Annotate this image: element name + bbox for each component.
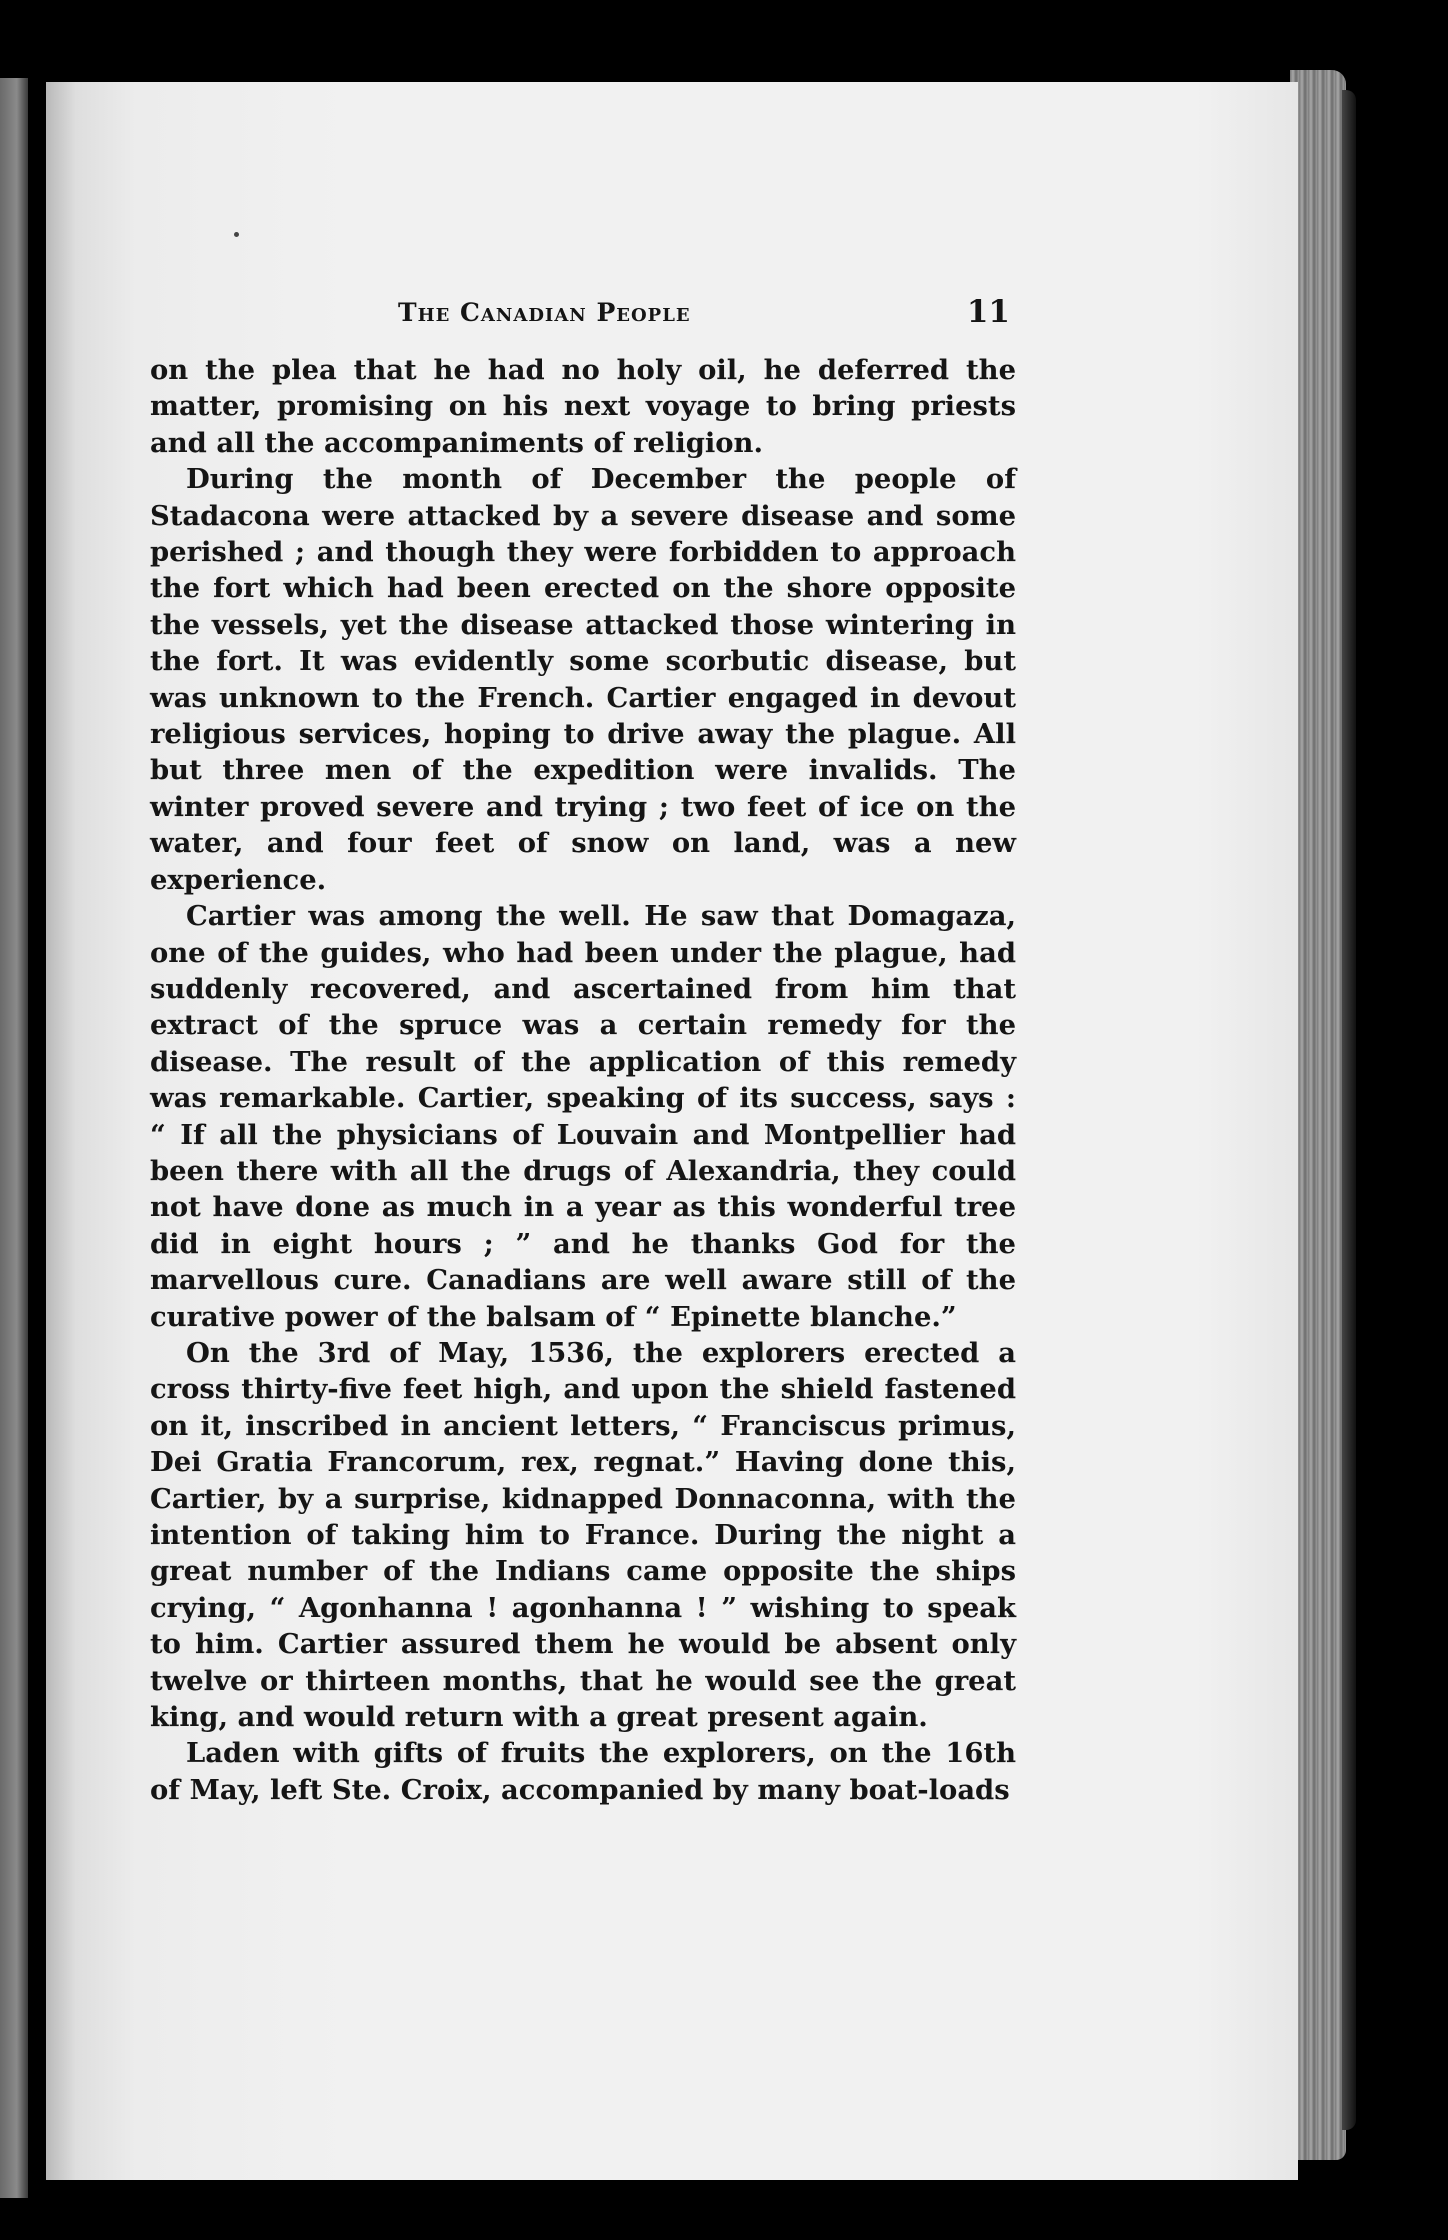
paragraph-1: on the plea that he had no holy oil, he deferred the matter, promising on his next voyage to bring priests and all the accompaniments of religion. [150,354,1016,459]
running-head-title: The Canadian People [398,298,691,327]
facing-page-edge [0,78,28,2198]
page-number: 11 [966,294,1010,330]
running-head [150,294,1016,346]
book-fore-edge [1290,70,1346,2160]
paragraph-5: Laden with gifts of fruits the explorers, on the 16th of May, left Ste. Croix, accompanied by many boat-loads [150,1737,1016,1806]
paragraph-2: During the month of December the people of Stadacona were attacked by a severe disease and some perished ; and though they were forbidden to approach the fort which had been erected on the shore opposite the vessels, yet the disease attacked those wintering in the fort. It was evidently some scorbutic disease, but was unknown to the French. Cartier engaged in devout religious services, hoping to drive away the plague. All but three men of the expedition were invalids. The winter proved severe and trying ; two feet of ice on the water, and four feet of snow on land, was a new experience. [150,463,1016,896]
body-text [150,352,1016,1808]
paragraph-4: On the 3rd of May, 1536, the explorers erected a cross thirty-five feet high, and upon the shield fastened on it, inscribed in ancient letters, “ Franciscus primus, Dei Gratia Francorum, rex, regnat.” Having done this, Cartier, by a surprise, kidnapped Donnaconna, with the intention of taking him to France. During the night a great number of the Indians came opposite the ships crying, “ Agonhanna ! agonhanna ! ” wishing to speak to him. Cartier assured them he would be absent only twelve or thirteen months, that he would see the great king, and would return with a great present again. [150,1336,1016,1734]
paragraph-3: Cartier was among the well. He saw that Domagaza, one of the guides, who had been under the plague, had suddenly recovered, and ascertained from him that extract of the spruce was a certain remedy for the disease. The result of the application of this remedy was remarkable. Cartier, speaking of its success, says : “ If all the physicians of Louvain and Montpellier had been there with all the drugs of Alexandria, they could not have done as much in a year as this wonderful tree did in eight hours ; ” and he thanks God for the marvellous cure. Canadians are well aware still of the curative power of the balsam of “ Epinette blanche.” [150,900,1016,1333]
page-content [150,294,1016,1808]
page-speck [234,232,239,237]
